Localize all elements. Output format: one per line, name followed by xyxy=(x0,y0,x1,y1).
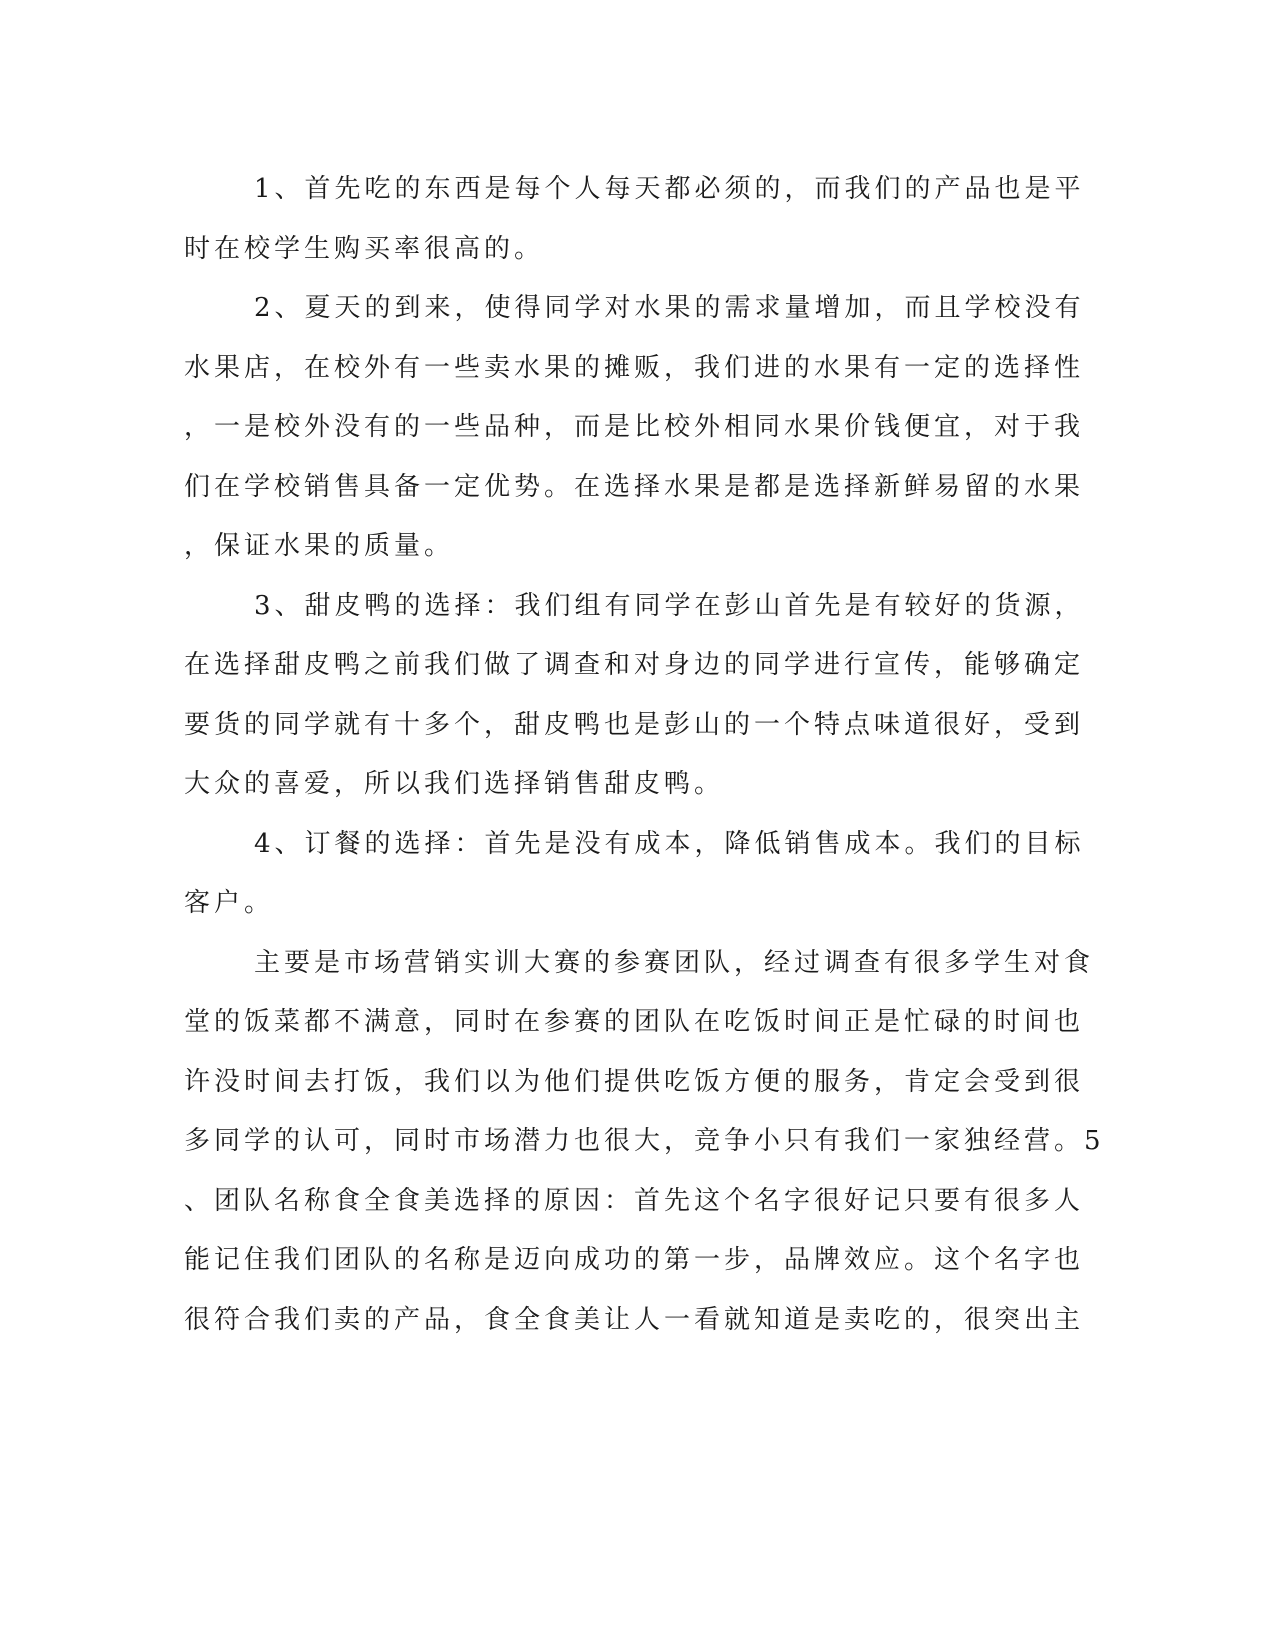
text-line: 们在学校销售具备一定优势。在选择水果是都是选择新鲜易留的水果 xyxy=(184,471,1085,502)
text-line: 许没时间去打饭，我们以为他们提供吃饭方便的服务，肯定会受到很 xyxy=(184,1066,1085,1097)
text-line: 4、订餐的选择：首先是没有成本，降低销售成本。我们的目标 xyxy=(254,828,1085,859)
text-line: 2、夏天的到来，使得同学对水果的需求量增加，而且学校没有 xyxy=(254,293,1085,323)
text-line: 3、甜皮鸭的选择：我们组有同学在彭山首先是有较好的货源， xyxy=(254,590,1085,621)
body-text xyxy=(184,160,1105,1350)
text-line: 、团队名称食全食美选择的原因：首先这个名字很好记只要有很多人 xyxy=(184,1185,1085,1216)
text-line: 大众的喜爱，所以我们选择销售甜皮鸭。 xyxy=(184,769,725,799)
text-line: 要货的同学就有十多个，甜皮鸭也是彭山的一个特点味道很好，受到 xyxy=(184,709,1085,740)
text-line: 能记住我们团队的名称是迈向成功的第一步，品牌效应。这个名字也 xyxy=(184,1245,1085,1275)
text-line: 1、首先吃的东西是每个人每天都必须的，而我们的产品也是平 xyxy=(254,174,1085,204)
text-line: ，保证水果的质量。 xyxy=(184,531,455,561)
text-line: 时在校学生购买率很高的。 xyxy=(184,233,545,264)
text-line: 客户。 xyxy=(184,888,275,918)
text-line: 水果店，在校外有一些卖水果的摊贩，我们进的水果有一定的选择性 xyxy=(184,352,1085,383)
text-line: 堂的饭菜都不满意，同时在参赛的团队在吃饭时间正是忙碌的时间也 xyxy=(184,1007,1085,1037)
text-line: 主要是市场营销实训大赛的参赛团队，经过调查有很多学生对食 xyxy=(254,947,1095,978)
text-line: 很符合我们卖的产品，食全食美让人一看就知道是卖吃的，很突出主 xyxy=(184,1304,1085,1335)
text-line: ，一是校外没有的一些品种，而是比校外相同水果价钱便宜，对于我 xyxy=(184,412,1085,442)
text-line: 多同学的认可，同时市场潜力也很大，竞争小只有我们一家独经营。5 xyxy=(184,1126,1105,1156)
text-line: 在选择甜皮鸭之前我们做了调查和对身边的同学进行宣传，能够确定 xyxy=(184,650,1085,680)
